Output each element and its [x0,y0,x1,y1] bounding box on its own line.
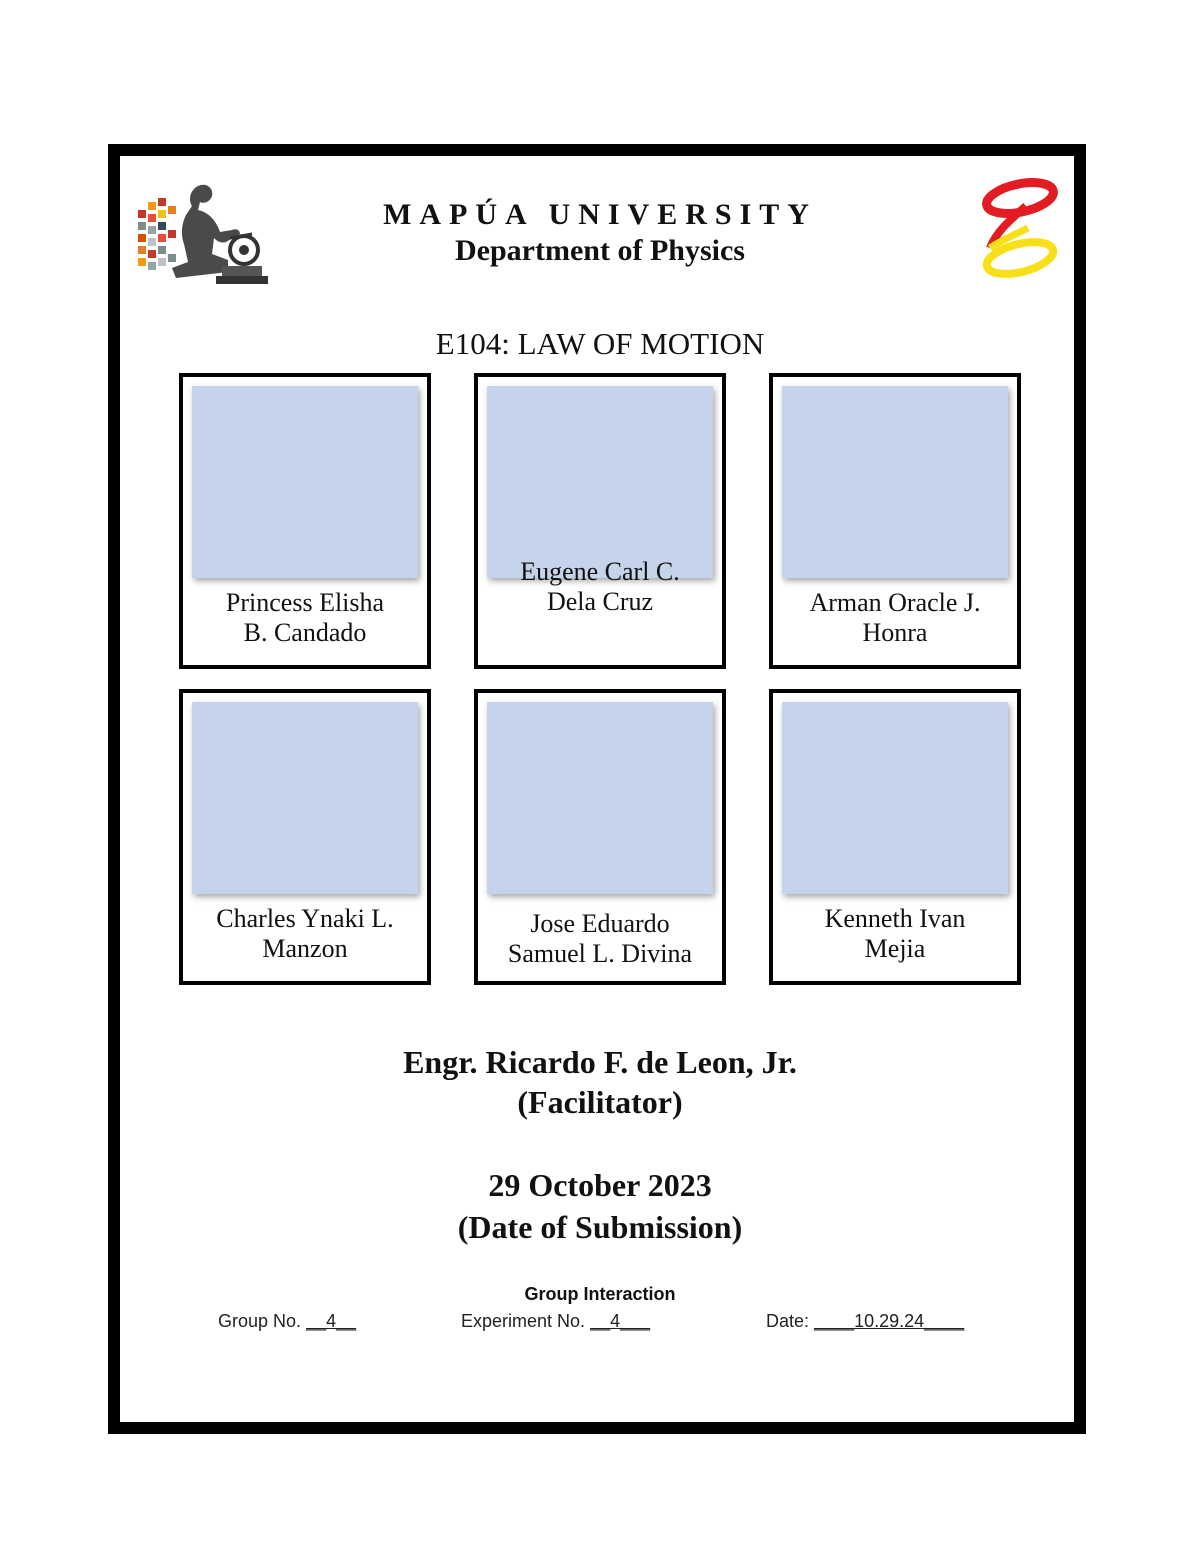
submission-date: 29 October 2023 [488,1167,712,1203]
member-name-line1: Princess Elisha [225,588,385,617]
facilitator-role: (Facilitator) [517,1084,683,1120]
facilitator-name: Engr. Ricardo F. de Leon, Jr. [403,1044,797,1080]
member-name [187,904,423,964]
experiment-number-label: Experiment No. [461,1311,586,1331]
member-name [482,557,718,617]
member-name-line1: Eugene Carl C. [520,557,680,586]
member-name-line2: Dela Cruz [546,587,654,616]
date-value: ____10.29.24____ [814,1311,965,1331]
department-title: Department of Physics [455,234,745,267]
member-name-line2: Mejia [864,934,926,963]
member-card [474,373,726,669]
photo-placeholder [782,702,1008,894]
member-name-line1: Charles Ynaki L. [216,904,394,933]
member-name-line1: Arman Oracle J. [809,588,981,617]
member-name [777,588,1013,648]
photo-placeholder [487,386,713,578]
member-name-line2: Manzon [262,934,348,963]
member-card [179,689,431,985]
university-title: MAPÚA UNIVERSITY [383,198,817,231]
member-name-line2: Samuel L. Divina [507,939,693,968]
group-interaction-heading: Group Interaction [524,1284,676,1304]
photo-placeholder [192,386,418,578]
photo-placeholder [192,702,418,894]
member-name-line2: B. Candado [243,618,367,647]
experiment-number-value: __4___ [590,1311,651,1331]
experiment-number-field [461,1311,650,1332]
group-number-value: __4__ [306,1311,357,1331]
date-label: Date: [766,1311,810,1331]
member-name-line1: Jose Eduardo [530,909,670,938]
member-card [179,373,431,669]
date-field [766,1311,964,1332]
facilitator-block [0,1042,1200,1122]
group-number-label: Group No. [218,1311,302,1331]
member-name-line2: Honra [862,618,928,647]
photo-placeholder [782,386,1008,578]
member-card [769,373,1021,669]
member-name [482,909,718,969]
member-card [474,689,726,985]
submission-block [0,1164,1200,1248]
experiment-title: E104: LAW OF MOTION [435,326,765,361]
member-name [777,904,1013,964]
member-name-line1: Kenneth Ivan [824,904,966,933]
group-number-field [218,1311,356,1332]
photo-placeholder [487,702,713,894]
submission-label: (Date of Submission) [457,1209,743,1245]
member-card [769,689,1021,985]
member-name [187,588,423,648]
